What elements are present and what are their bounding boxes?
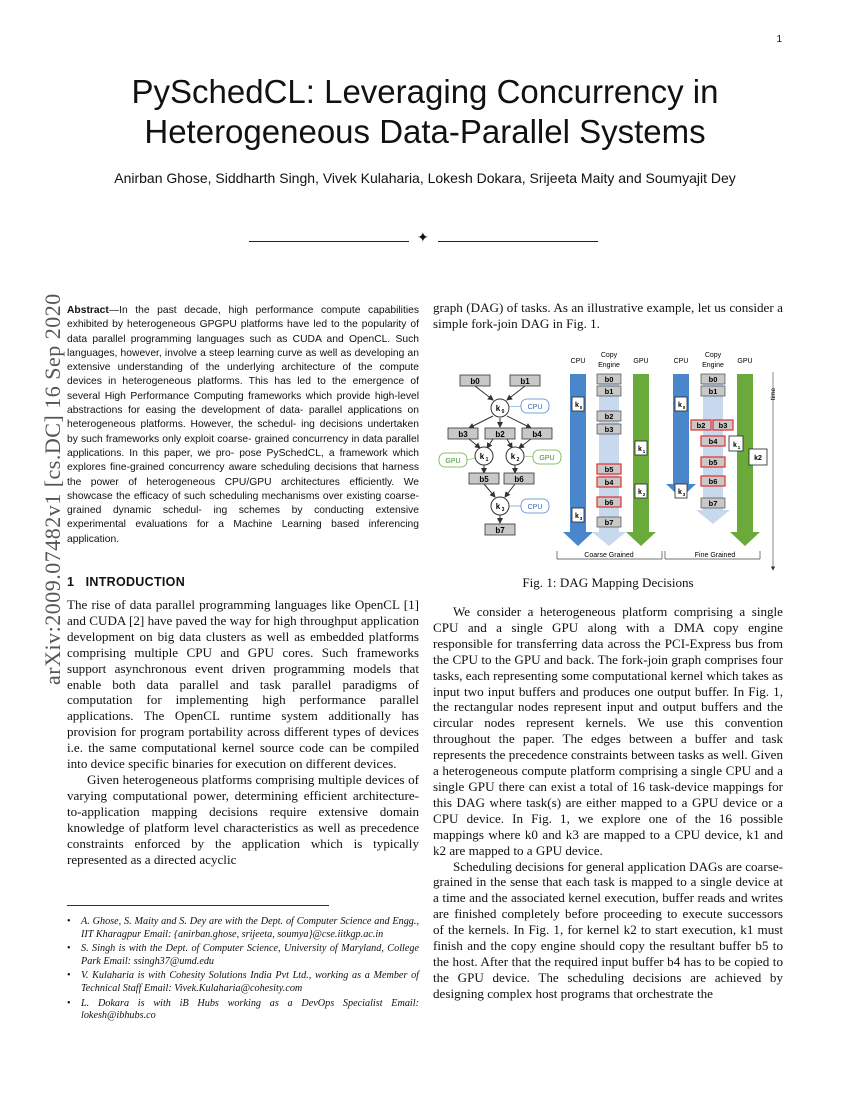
coarse-cpu-k0: k <box>575 402 579 409</box>
device-label-gpu-k1: GPU <box>445 458 461 465</box>
coarse-grained-panel <box>557 352 662 559</box>
fine-copy-item: b0 <box>708 375 718 384</box>
title-line-2: Heterogeneous Data-Parallel Systems <box>144 113 706 150</box>
dag-buffer-b4: b4 <box>532 430 542 439</box>
fine-cpu-k0-sub: 0 <box>682 405 686 410</box>
abstract-label: Abstract <box>67 305 109 316</box>
fine-copy-item: b4 <box>708 437 718 446</box>
fine-copy-item: b1 <box>708 387 718 396</box>
abstract-line: Such languages, however, involve a steep learning curve as well as <box>67 333 419 359</box>
intro-paragraph-1: The rise of data parallel programming languages like OpenCL [1] and CUDA [2] have paved the way for high throughput application development on big data clusters as well as embedded platforms comprising multiple CPU and GPU cores. Such frameworks support asynchronous event driven programming models that enable both data parallel and task parallel paradigms of computation for implementing high performance parallel applications. The OpenCL runtime system additionally has provision for program portability across different types of devices i.e. the same computational kernel source code can be compiled into device specific binaries for execution on different devices. <box>67 597 419 772</box>
author-list: Anirban Ghose, Siddharth Singh, Vivek Kulaharia, Lokesh Dokara, Srijeeta Maity and Soumyajit Dey <box>114 170 736 186</box>
dag-buffer-b1: b1 <box>520 377 530 386</box>
separator-ornament: ✦ <box>417 231 429 246</box>
coarse-label: Coarse Grained <box>584 552 634 559</box>
fine-gpu-k2: k2 <box>754 455 762 462</box>
footnote: • L. Dokara is with iB Hubs working as a DevOps Specialist Email: lokesh@ibhubs.co <box>81 998 419 1023</box>
footnote: • S. Singh is with the Dept. of Computer Science, University of Maryland, College Park Email: ssingh37@umd.edu <box>81 943 419 968</box>
figure-dag-mapping <box>433 344 783 579</box>
page-number: 1 <box>776 34 782 45</box>
dag-buffer-b5: b5 <box>479 475 489 484</box>
fine-header-cpu: CPU <box>673 358 689 365</box>
section-heading <box>67 575 185 589</box>
dag-kernel-k3-sub: 3 <box>501 507 505 513</box>
title-line-1: PySchedCL: Leveraging Concurrency in <box>131 73 719 110</box>
footnote: • V. Kulaharia is with Cohesity Solutions India Pvt Ltd., working as a Member of Technical Staff Email: Vivek.Kulaharia@cohesity.com <box>81 970 419 995</box>
coarse-cpu-k3: k <box>575 513 579 520</box>
coarse-cpu-k3-sub: 3 <box>579 516 583 521</box>
coarse-header-cpu: CPU <box>570 358 586 365</box>
figure-svg <box>433 344 783 574</box>
dag-kernel-k0-sub: 0 <box>501 409 505 415</box>
arxiv-watermark: arXiv:2009.07482v1 [cs.DC] 16 Sep 2020 <box>40 293 65 685</box>
fine-cpu-bar <box>666 374 696 498</box>
coarse-copy-item: b3 <box>604 425 614 434</box>
footnotes <box>67 916 419 1025</box>
abstract-line: pose PySchedCL, a framework which explores fine-grained concurrency <box>67 447 420 474</box>
device-label-gpu-k2: GPU <box>539 455 555 462</box>
abstract-line: of data parallel programming languages such as CUDA and OpenCL. <box>67 319 419 345</box>
fine-cpu-k3: k <box>678 489 682 496</box>
fine-copy-item: b7 <box>708 499 718 508</box>
coarse-copy-item: b4 <box>604 478 614 487</box>
dag-kernel-k2: k <box>510 452 516 461</box>
fine-label: Fine Grained <box>694 552 736 559</box>
dag-buffer-b6: b6 <box>514 475 524 484</box>
fine-grained-panel <box>665 352 777 570</box>
fine-copy-item: b5 <box>708 458 718 467</box>
coarse-copy-item: b2 <box>604 412 614 421</box>
abstract-line: exhibited by heterogeneous GPGPU platforms have led to the popularity <box>67 319 407 331</box>
dag-kernels <box>475 399 524 515</box>
dag-kernel-k1: k <box>479 452 485 461</box>
abstract-line: —In the past decade, high performance compute capabilities <box>108 305 419 316</box>
right-paragraph-1: We consider a heterogeneous platform comprising a single CPU and a single GPU along with a DMA copy engine responsible for transferring data across the PCI-Express bus from the CPU to the GPU and back. The fork-join graph comprises four tasks, each representing some computational kernel which takes as input two input buffers and produces one output buffer. In Fig. 1, the rectangular nodes represent input and output buffers and the circular nodes represent kernels. We use this convention throughout the paper. The edges between a buffer and task represents the precedence constraints between tasks as well. Given a heterogeneous compute platform comprising a single CPU and a single GPU there can exist a total of 16 task-device mappings for this DAG where task(s) are either mapped to a GPU device or a CPU device. In Fig. 1, we explore one of the 16 possible mappings where k0 and k3 are mapped to a CPU device, k1 and k2 are mapped to a GPU device. <box>433 604 783 858</box>
coarse-copy-item: b7 <box>604 518 614 527</box>
abstract-line: CPU/GPU architectures efficiently. We showcase the efficacy of such <box>67 476 419 502</box>
fine-header-copy: Copy <box>704 352 722 359</box>
fine-copy-item: b2 <box>696 421 706 430</box>
dag-buffer-b2: b2 <box>495 430 505 439</box>
abstract-line: grained concurrency in data parallel applications. In this paper, we pro- <box>67 433 419 459</box>
abstract-line: aware scheduling decisions that harness the power of heterogeneous <box>67 462 419 488</box>
coarse-cpu-k0-sub: 0 <box>579 405 583 410</box>
abstract-line: ing decisions undertaken by such frameworks only exploit coarse- <box>67 419 419 445</box>
intro-text <box>67 597 419 867</box>
fine-cpu-k3-sub: 3 <box>682 492 686 497</box>
coarse-header-engine: Engine <box>598 362 620 369</box>
coarse-gpu-bar <box>626 374 656 546</box>
coarse-gpu-k1-sub: 1 <box>642 449 646 454</box>
fine-copy-item: b6 <box>708 477 718 486</box>
fine-header-engine: Engine <box>702 362 724 369</box>
coarse-gpu-k1: k <box>638 446 642 453</box>
coarse-gpu-k2: k <box>638 489 642 496</box>
coarse-copy-item: b0 <box>604 375 614 384</box>
coarse-header-gpu: GPU <box>633 358 649 365</box>
device-label-cpu-k0: CPU <box>527 404 543 411</box>
abstract-line: parallel applications on heterogeneous platforms. However, the schedul- <box>67 405 419 431</box>
dag-kernel-k3: k <box>495 502 501 511</box>
right-text <box>433 604 783 1002</box>
abstract <box>67 304 419 547</box>
footnote: • A. Ghose, S. Maity and S. Dey are with the Dept. of Computer Science and Engg., IIT Kharagpur Email: {anirban.ghose, srijeeta, soumya}@cse.iitkgp.ac.in <box>81 916 419 941</box>
dag-kernel-k1-sub: 1 <box>485 457 489 463</box>
fine-header-gpu: GPU <box>737 358 753 365</box>
time-axis-label: time <box>770 387 777 401</box>
figure-caption: Fig. 1: DAG Mapping Decisions <box>522 575 694 590</box>
abstract-line: provide high-level abstractions for easing the development of data- <box>67 390 419 417</box>
coarse-copy-item: b6 <box>604 498 614 507</box>
separator-left <box>249 241 409 242</box>
paper-title <box>0 72 850 152</box>
dag-kernel-k0: k <box>495 404 501 413</box>
coarse-copy-item: b5 <box>604 465 614 474</box>
device-label-cpu-k3: CPU <box>527 504 543 511</box>
abstract-line: emergence of several High Performance Computing frameworks which <box>67 376 419 402</box>
section-title: INTRODUCTION <box>85 575 186 589</box>
intro-paragraph-2: Given heterogeneous platforms comprising multiple devices of varying computational power, determining efficient architecture-to-application mapping decisions require extensive domain knowledge of platform level characteristics as well as precedence constraints enforced by the application which is typically represented as a directed acyclic <box>67 771 419 867</box>
abstract-line: ing schemes by conducting extensive experimental evaluations for a <box>67 505 419 531</box>
dag-kernel-k2-sub: 2 <box>516 457 520 463</box>
coarse-copy-item: b1 <box>604 387 614 396</box>
right-intro-text: graph (DAG) of tasks. As an illustrative example, let us consider a simple fork-join DAG in Fig. 1. <box>433 300 783 331</box>
coarse-header-copy: Copy <box>600 352 618 359</box>
right-paragraph-2: Scheduling decisions for general application DAGs are coarse-grained in the sense that each task is mapped to a single device at a time and the associated kernel execution, buffer reads and writes are finished completely before proceeding to execute successors of the kernels. In Fig. 1, for kernel k2 to start execution, k1 must finish and the copy engine should copy the resultant buffer b5 to the host. After that the required input buffer b4 has to be copied to the GPU device. The scheduling decisions are achieved by designing complex host programs that orchestrate the <box>433 858 783 1001</box>
section-number: 1 <box>67 575 75 589</box>
fine-cpu-k0: k <box>678 402 682 409</box>
separator-right <box>438 241 598 242</box>
dag-buffer-b7: b7 <box>495 526 505 535</box>
fine-gpu-k1-sub: 1 <box>737 445 741 450</box>
abstract-line: Machine Learning based inferencing application. <box>67 519 419 545</box>
dag-buffer-b3: b3 <box>458 430 468 439</box>
footnote-rule <box>67 905 329 906</box>
fine-gpu-k1: k <box>733 442 737 449</box>
abstract-line: scheduling mechanisms over existing coarse-grained dynamic schedul- <box>67 490 419 517</box>
dag-buffer-b0: b0 <box>470 377 480 386</box>
coarse-gpu-k2-sub: 2 <box>642 492 646 497</box>
fine-copy-item: b3 <box>718 421 728 430</box>
abstract-line: of the compute devices in heterogeneous platforms. This has led to the <box>67 362 419 388</box>
abstract-line: developing an extensive understanding of the underlying architecture <box>67 347 419 374</box>
